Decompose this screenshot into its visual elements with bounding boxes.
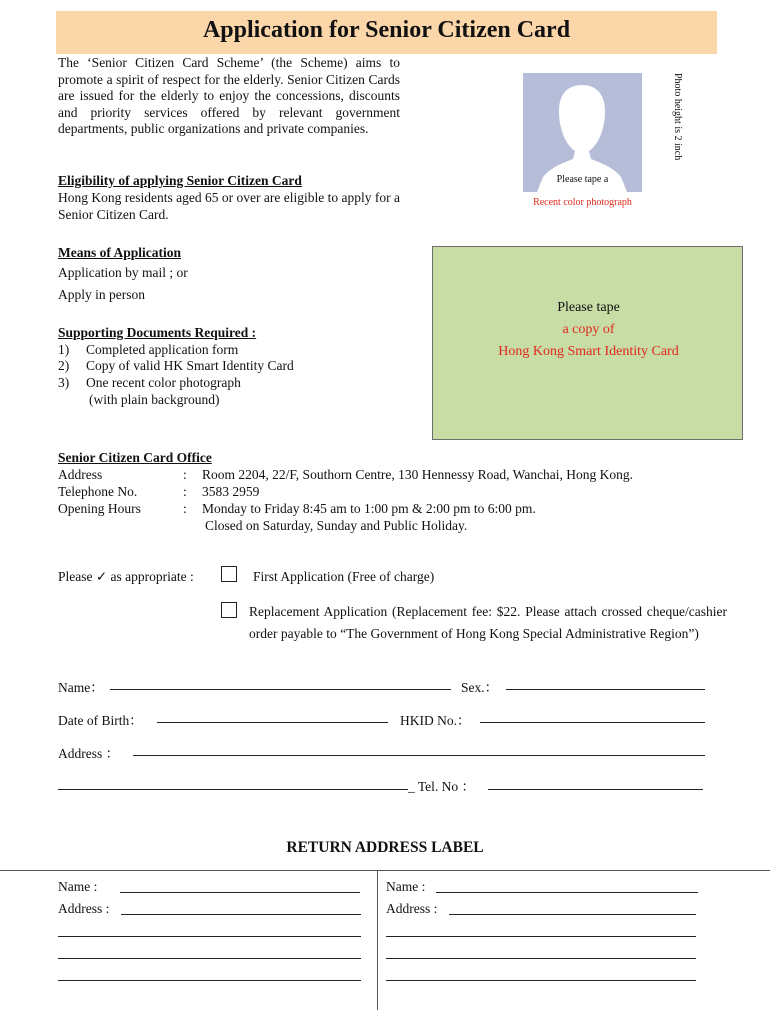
hkid-label: HKID No.： xyxy=(400,713,471,728)
return-left-address-field[interactable] xyxy=(121,914,361,915)
horizontal-divider xyxy=(0,870,770,871)
replacement-application-label: Replacement Application (Replacement fee: $22. Please attach crossed cheque/cashier order payable to “The Government of Hong Kong Special Administrative Region”) xyxy=(249,604,727,641)
return-right-address-label: Address : xyxy=(386,901,438,916)
document-item xyxy=(58,342,238,358)
photo-caption-red: Recent color photograph xyxy=(533,197,632,208)
hkid-field[interactable] xyxy=(480,722,705,723)
means-mail: Application by mail ; or xyxy=(58,265,188,280)
name-field[interactable] xyxy=(110,689,451,690)
office-heading: Senior Citizen Card Office xyxy=(58,450,212,465)
photo-placeholder[interactable] xyxy=(523,73,642,211)
sex-label: Sex.： xyxy=(461,680,499,695)
document-number: 3) xyxy=(58,375,70,390)
office-phone-label: Telephone No. xyxy=(58,484,138,499)
document-number: 2) xyxy=(58,358,70,373)
document-text: Copy of valid HK Smart Identity Card xyxy=(86,358,294,373)
document-number: 1) xyxy=(58,342,70,357)
return-right-name-label: Name : xyxy=(386,879,426,894)
return-right-address-line[interactable] xyxy=(386,980,696,981)
return-right-address-field[interactable] xyxy=(449,914,696,915)
tel-field[interactable] xyxy=(488,789,703,790)
return-left-address-line[interactable] xyxy=(58,958,361,959)
first-application-checkbox[interactable] xyxy=(221,566,237,582)
photo-height-note-text: Photo height is 2 inch xyxy=(672,73,683,161)
office-address-label: Address xyxy=(58,467,103,482)
office-phone: 3583 2959 xyxy=(202,484,260,499)
document-note: (with plain background) xyxy=(89,392,220,407)
office-address: Room 2204, 22/F, Southorn Centre, 130 Hennessy Road, Wanchai, Hong Kong. xyxy=(202,467,634,482)
id-box-line3: Hong Kong Smart Identity Card xyxy=(498,344,679,359)
address-label: Address ： xyxy=(58,746,120,761)
document-item xyxy=(58,358,294,374)
sex-field[interactable] xyxy=(506,689,705,690)
colon: : xyxy=(183,484,187,499)
office-hours: Monday to Friday 8:45 am to 1:00 pm & 2:00 pm to 6:00 pm. xyxy=(202,501,536,516)
document-text: Completed application form xyxy=(86,342,239,357)
id-box-line2: a copy of xyxy=(562,322,615,337)
eligibility-text: Hong Kong residents aged 65 or over are eligible to apply for a Senior Citizen Card. xyxy=(58,190,400,222)
eligibility-heading: Eligibility of applying Senior Citizen Card xyxy=(58,173,302,188)
name-label: Name： xyxy=(58,680,104,695)
return-address-title: RETURN ADDRESS LABEL xyxy=(286,839,484,856)
title-banner xyxy=(56,11,717,54)
return-left-name-field[interactable] xyxy=(120,892,360,893)
option-prompt: Please ✓ as appropriate : xyxy=(58,569,194,584)
replacement-application-checkbox[interactable] xyxy=(221,602,237,618)
address-field[interactable] xyxy=(133,755,705,756)
means-person: Apply in person xyxy=(58,287,145,302)
id-box-line1: Please tape xyxy=(557,300,620,315)
dob-field[interactable] xyxy=(157,722,388,723)
return-right-address-line[interactable] xyxy=(386,958,696,959)
colon: : xyxy=(183,467,187,482)
return-left-address-line[interactable] xyxy=(58,936,361,937)
means-heading: Means of Application xyxy=(58,245,182,260)
documents-heading: Supporting Documents Required : xyxy=(58,325,257,340)
address-field-line2[interactable] xyxy=(58,789,408,790)
office-hours-label: Opening Hours xyxy=(58,501,141,516)
photo-caption: Please tape a xyxy=(556,174,609,185)
return-left-address-line[interactable] xyxy=(58,980,361,981)
return-right-address-line[interactable] xyxy=(386,936,696,937)
first-application-label: First Application (Free of charge) xyxy=(253,569,435,584)
tel-label: _ Tel. No ： xyxy=(408,779,476,794)
intro-paragraph: The ‘Senior Citizen Card Scheme’ (the Scheme) aims to promote a spirit of respect for the elderly. Senior Citizen Cards are issued for the elderly to enjoy the concessions, discounts and priority services offered by relevant government departments, public organizations and private companies. xyxy=(58,55,400,137)
office-closed: Closed on Saturday, Sunday and Public Holiday. xyxy=(205,518,468,533)
photo-height-note xyxy=(672,73,686,213)
return-left-name-label: Name : xyxy=(58,879,98,894)
document-item xyxy=(58,375,241,391)
document-text: One recent color photograph xyxy=(86,375,241,390)
return-right-name-field[interactable] xyxy=(436,892,698,893)
colon: : xyxy=(183,501,187,516)
return-left-address-label: Address : xyxy=(58,901,110,916)
dob-label: Date of Birth： xyxy=(58,713,143,728)
vertical-divider xyxy=(377,870,378,1010)
id-card-tape-area[interactable] xyxy=(432,246,743,440)
page-title: Application for Senior Citizen Card xyxy=(202,17,571,43)
